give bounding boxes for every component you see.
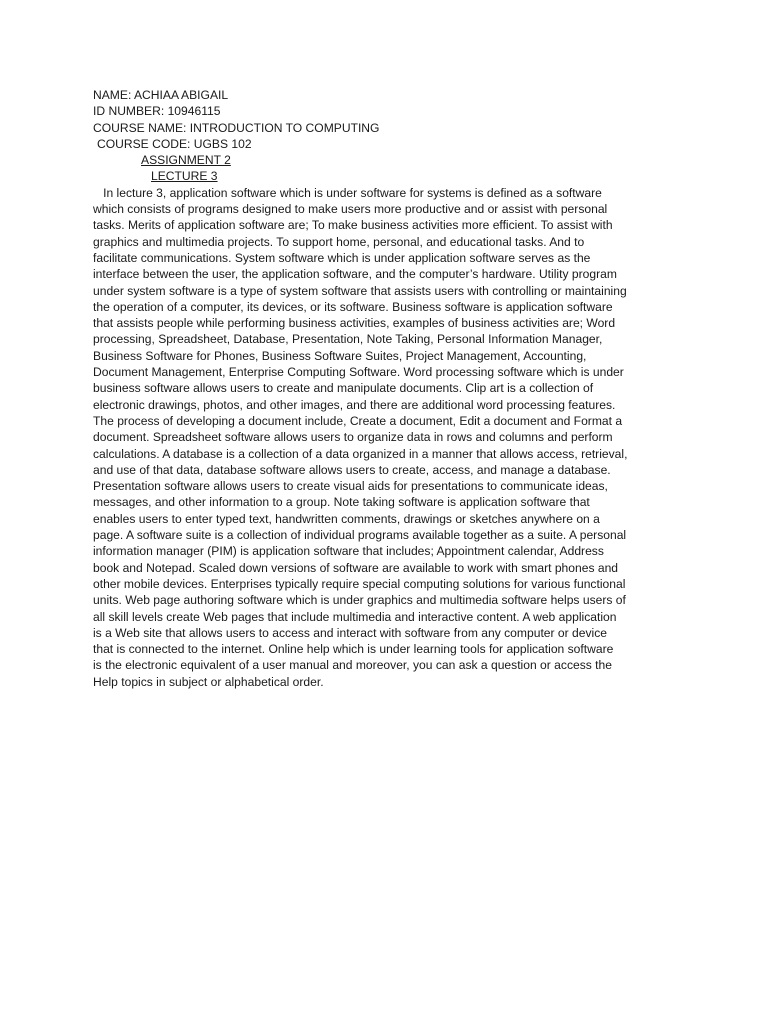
body-line: The process of developing a document include, Create a document, Edit a document and Format a: [93, 413, 623, 428]
body-line: information manager (PIM) is application software that includes; Appointment calendar, Address: [93, 544, 604, 559]
body-line: units. Web page authoring software which is under graphics and multimedia software helps users of: [93, 593, 626, 608]
assignment-title-text: ASSIGNMENT 2: [141, 153, 231, 168]
body-line: is the electronic equivalent of a user manual and moreover, you can ask a question or access the: [93, 658, 612, 673]
body-line: processing, Spreadsheet, Database, Presentation, Note Taking, Personal Information Manager,: [93, 332, 603, 347]
assignment-title: [93, 152, 683, 168]
body-line: and use of that data, database software allows users to create, access, and manage a database.: [93, 462, 611, 477]
body-line: Document Management, Enterprise Computing Software. Word processing software which is under: [93, 365, 624, 380]
body-line: interface between the user, the application software, and the computer’s hardware. Utility program: [93, 267, 617, 282]
body-line: is a Web site that allows users to access and interact with software from any computer or device: [93, 625, 607, 640]
body-line: facilitate communications. System software which is under application software serves as the: [93, 250, 591, 265]
body-line: graphics and multimedia projects. To support home, personal, and educational tasks. And to: [93, 234, 585, 249]
body-line: calculations. A database is a collection of a data organized in a manner that allows access, retrieval,: [93, 446, 628, 461]
body-line: Help topics in subject or alphabetical order.: [93, 674, 324, 689]
body-line: messages, and other information to a group. Note taking software is application software that: [93, 495, 590, 510]
body-line: the operation of a computer, its devices, or its software. Business software is application software: [93, 299, 613, 314]
body-line: under system software is a type of system software that assists users with controlling or maintaining: [93, 283, 627, 298]
body-line: electronic drawings, photos, and other images, and there are additional word processing features.: [93, 397, 616, 412]
body-line: Business Software for Phones, Business Software Suites, Project Management, Accounting,: [93, 348, 587, 363]
document-content: [93, 87, 683, 690]
body-line: Presentation software allows users to create visual aids for presentations to communicate ideas,: [93, 479, 608, 494]
body-line: other mobile devices. Enterprises typically require special computing solutions for various functional: [93, 576, 626, 591]
body-line: business software allows users to create and manipulate documents. Clip art is a collection of: [93, 381, 594, 396]
body-line: book and Notepad. Scaled down versions of software are available to work with smart phones and: [93, 560, 619, 575]
body-line: document. Spreadsheet software allows users to organize data in rows and columns and perform: [93, 430, 613, 445]
body-line: enables users to enter typed text, handwritten comments, drawings or sketches anywhere on a: [93, 511, 600, 526]
lecture-title-text: LECTURE 3: [151, 169, 218, 184]
lecture-title: [93, 168, 683, 184]
course-code: COURSE CODE: UGBS 102: [97, 136, 252, 151]
body-line: tasks. Merits of application software are; To make business activities more efficient. To assist with: [93, 218, 613, 233]
course-name: COURSE NAME: INTRODUCTION TO COMPUTING: [93, 120, 380, 135]
body-line: that assists people while performing business activities, examples of business activities are; Word: [93, 316, 616, 331]
body-line: all skill levels create Web pages that include multimedia and interactive content. A web application: [93, 609, 617, 624]
body-paragraph: [93, 185, 683, 690]
student-id: ID NUMBER: 10946115: [93, 104, 221, 119]
body-line: page. A software suite is a collection of individual programs available together as a suite. A personal: [93, 528, 627, 543]
body-line: which consists of programs designed to make users more productive and or assist with personal: [93, 202, 608, 217]
student-name: NAME: ACHIAA ABIGAIL: [93, 88, 229, 102]
body-line: In lecture 3, application software which is under software for systems is defined as a software: [93, 185, 602, 200]
body-line: that is connected to the internet. Online help which is under learning tools for application software: [93, 642, 614, 657]
